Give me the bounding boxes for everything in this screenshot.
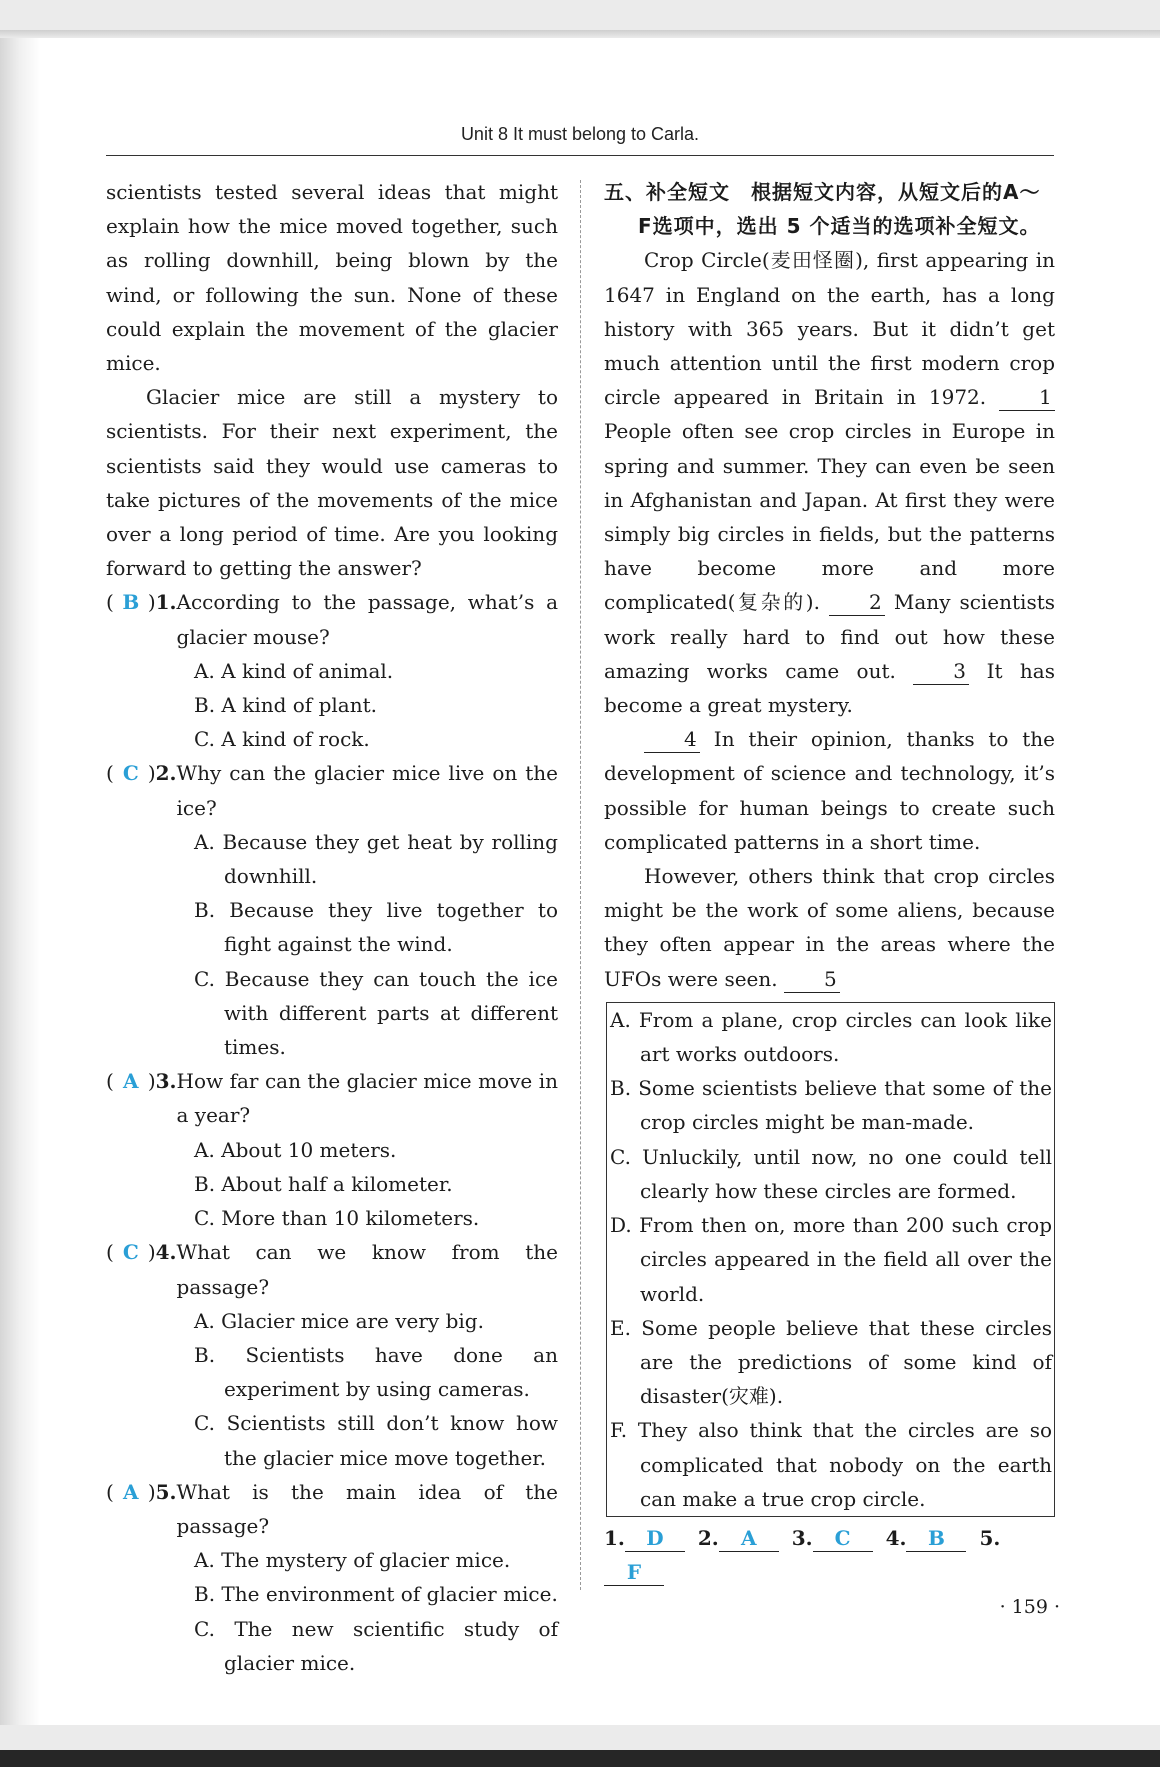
question-text: According to the passage, what’s a glacier mouse? bbox=[176, 590, 558, 649]
passage-paragraph: 4 In their opinion, thanks to the development of science and technology, it’s possible for human beings to create such complicated patterns in a short time. bbox=[604, 727, 1055, 854]
question-text: How far can the glacier mice move in a year? bbox=[176, 1069, 558, 1128]
question-number: 5. bbox=[155, 1479, 177, 1504]
option: A. A kind of animal. bbox=[194, 658, 394, 683]
answer-number: 3. bbox=[791, 1525, 813, 1550]
blank-4: 4 bbox=[644, 726, 700, 753]
answer-blank: F bbox=[604, 1559, 664, 1586]
option: B. The environment of glacier mice. bbox=[194, 1582, 558, 1607]
question-1: ( B ) 1. According to the passage, what’s a glacier mouse? A. A kind of animal. B. A kind of plant. C. A kind of rock. bbox=[106, 585, 558, 756]
option: A. The mystery of glacier mice. bbox=[194, 1548, 511, 1573]
question-text: What is the main idea of the passage? bbox=[176, 1479, 558, 1538]
header-rule bbox=[106, 155, 1054, 156]
option-a: A. From a plane, crop circles can look like art works outdoors. bbox=[610, 1007, 1052, 1067]
option: C. A kind of rock. bbox=[194, 727, 370, 752]
answer-mark: A bbox=[123, 1069, 139, 1094]
blank-2: 2 bbox=[829, 589, 885, 616]
option: C. Scientists still don’t know how the glacier mice move together. bbox=[194, 1411, 558, 1470]
option-d: D. From then on, more than 200 such crop circles appeared in the field all over the world. bbox=[610, 1213, 1052, 1306]
answer-mark: C bbox=[122, 1240, 139, 1265]
answer-mark: C bbox=[122, 761, 139, 786]
option-b: B. Some scientists believe that some of the crop circles might be man-made. bbox=[610, 1076, 1052, 1135]
passage-paragraph: scientists tested several ideas that might explain how the mice moved together, such as rolling downhill, being blown by the wind, or following the sun. None of these could explain the movement of the glacier mice. bbox=[106, 180, 558, 376]
bottom-bar bbox=[0, 1750, 1160, 1767]
column-divider bbox=[580, 180, 581, 1590]
option: A. About 10 meters. bbox=[194, 1137, 397, 1162]
answer-blank: A bbox=[719, 1525, 779, 1552]
option: C. Because they can touch the ice with different parts at different times. bbox=[194, 966, 558, 1060]
option: A. Glacier mice are very big. bbox=[194, 1308, 484, 1333]
option: C. More than 10 kilometers. bbox=[194, 1206, 480, 1231]
section-title: 五、补全短文 根据短文内容，从短文后的A～F选项中，选出 5 个适当的选项补全短文。 bbox=[604, 180, 1041, 239]
passage-paragraph: However, others think that crop circles might be the work of some aliens, because they often appear in the areas where the UFOs were seen. 5 bbox=[604, 864, 1055, 991]
option: B. Because they live together to fight against the wind. bbox=[194, 898, 558, 957]
question-number: 1. bbox=[155, 590, 177, 615]
page-number: · 159 · bbox=[999, 1596, 1060, 1618]
answer-number: 4. bbox=[885, 1525, 907, 1550]
option-f: F. They also think that the circles are so complicated that nobody on the earth can make a true crop circle. bbox=[610, 1418, 1052, 1511]
answer-number: 5. bbox=[979, 1525, 1001, 1550]
options-box bbox=[606, 1002, 1055, 1517]
option: A. Because they get heat by rolling downhill. bbox=[194, 829, 558, 889]
option: B. Scientists have done an experiment by using cameras. bbox=[194, 1342, 558, 1402]
question-text: What can we know from the passage? bbox=[176, 1240, 558, 1299]
answer-blank: B bbox=[906, 1525, 966, 1552]
question-number: 4. bbox=[155, 1240, 177, 1265]
answer-blank: C bbox=[813, 1525, 873, 1552]
answer-blank: D bbox=[625, 1525, 685, 1552]
question-3: ( A ) 3. How far can the glacier mice move in a year? A. About 10 meters. B. About half a kilometer. C. More than 10 kilometers. bbox=[106, 1064, 558, 1235]
option: C. The new scientific study of glacier mice. bbox=[194, 1616, 558, 1675]
question-text: Why can the glacier mice live on the ice? bbox=[176, 761, 558, 820]
question-number: 2. bbox=[155, 761, 177, 786]
question-number: 3. bbox=[155, 1069, 177, 1094]
blank-5: 5 bbox=[784, 966, 840, 993]
option: B. A kind of plant. bbox=[194, 693, 377, 718]
question-2: ( C ) 2. Why can the glacier mice live on the ice? A. Because they get heat by rolling downhill. B. Because they live together to fight against the wind. C. Because they can touch the ice with different parts at different times. bbox=[106, 756, 558, 1064]
answer-mark: A bbox=[123, 1479, 139, 1504]
option-e: E. Some people believe that these circles are the predictions of some kind of disaster(灾难). bbox=[610, 1315, 1052, 1409]
answer-number: 1. bbox=[604, 1525, 625, 1550]
question-4: ( C ) 4. What can we know from the passage? A. Glacier mice are very big. B. Scientists have done an experiment by using cameras. C. Scientists still don’t know how the glacier mice move together. bbox=[106, 1235, 558, 1474]
answer-line bbox=[604, 1521, 1055, 1589]
left-column bbox=[106, 175, 558, 1680]
passage-paragraph: Glacier mice are still a mystery to scientists. For their next experiment, the scientists said they would use cameras to take pictures of the movements of the mice over a long period of time. Are you looking forward to getting the answer? bbox=[106, 385, 558, 581]
option-c: C. Unluckily, until now, no one could tell clearly how these circles are formed. bbox=[610, 1144, 1052, 1203]
running-header: Unit 8 It must belong to Carla. bbox=[460, 124, 700, 144]
passage-paragraph: Crop Circle(麦田怪圈), first appearing in 1647 in England on the earth, has a long history with 365 years. But it didn’t get much attention until the first modern crop circle appeared in Britain in 1972. 1 People often see crop circles in Europe in spring and summer. They can even be seen in Afghanistan and Japan. At first they were simply big circles in fields, but the patterns have become more and more complicated(复杂的). 2 Many scientists work really hard to find out how these amazing works came out. 3 It has become a great mystery. bbox=[604, 248, 1056, 718]
answer-number: 2. bbox=[697, 1525, 719, 1550]
blank-3: 3 bbox=[913, 658, 969, 685]
answer-mark: B bbox=[122, 590, 140, 615]
blank-1: 1 bbox=[999, 384, 1055, 411]
right-column bbox=[604, 175, 1055, 1589]
question-5: ( A ) 5. What is the main idea of the passage? A. The mystery of glacier mice. B. The environment of glacier mice. C. The new scientific study of glacier mice. bbox=[106, 1475, 558, 1680]
option: B. About half a kilometer. bbox=[194, 1171, 453, 1196]
